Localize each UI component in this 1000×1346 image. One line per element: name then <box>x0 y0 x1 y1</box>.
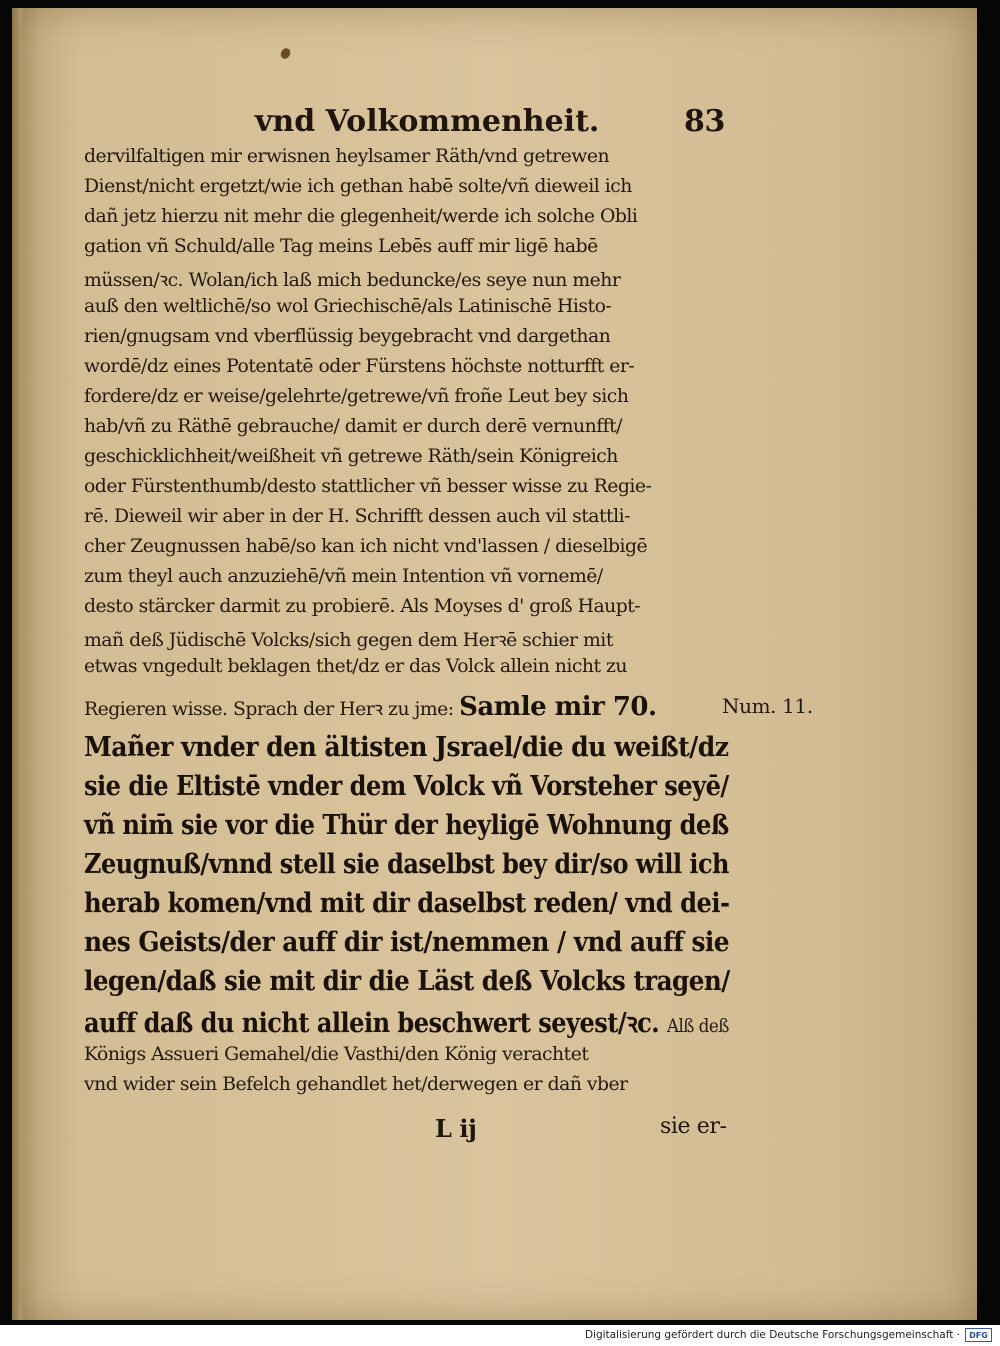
text-line: mañ deß Jüdischē Volcks/sich gegen dem Herꝛē schier mit <box>84 630 613 651</box>
text-line: auß den weltlichē/so wol Griechischē/als Latinischē Histo- <box>84 296 612 317</box>
text-line: vnd wider sein Befelch gehandlet het/derwegen er dañ vber <box>84 1074 628 1095</box>
margin-note: Num. 11. <box>722 694 813 718</box>
text-line: cher Zeugnussen habē/so kan ich nicht vnd'lassen / dieselbigē <box>84 536 648 557</box>
text-line-large: sie die Eltistē vnder dem Volck vñ Vorsteher seyē/ <box>84 770 729 802</box>
text-run-small: Alß deß <box>666 1015 729 1037</box>
text-line: müssen/ꝛc. Wolan/ich laß mich beduncke/es seye nun mehr <box>84 270 621 291</box>
dfg-logo: DFG <box>965 1328 992 1342</box>
running-head: vnd Volkommenheit. <box>255 104 600 139</box>
text-line: geschicklichheit/weißheit vñ getrewe Räth/sein Königreich <box>84 446 618 467</box>
text-line-mixed <box>84 692 657 722</box>
text-line: gation vñ Schuld/alle Tag meins Lebēs auff mir ligē habē <box>84 236 598 257</box>
text-run-large: auff daß du nicht allein beschwert seyest/ꝛc. <box>84 1007 660 1039</box>
page-number: 83 <box>684 104 725 139</box>
page-gutter-edge <box>12 8 22 1320</box>
text-line-large: legen/daß sie mit dir die Läst deß Volcks tragen/ <box>84 965 730 997</box>
text-run-large: Samle mir 70. <box>459 692 657 722</box>
text-line: dañ jetz hierzu nit mehr die glegenheit/werde ich solche Obli <box>84 206 638 227</box>
text-line: wordē/dz eines Potentatē oder Fürstens höchste notturfft er- <box>84 356 635 377</box>
text-line: hab/vñ zu Räthē gebrauche/ damit er durch derē vernunfft/ <box>84 416 623 437</box>
text-line: rien/gnugsam vnd vberflüssig beygebracht vnd dargethan <box>84 326 611 347</box>
text-line: dervilfaltigen mir erwisnen heylsamer Räth/vnd getrewen <box>84 146 610 167</box>
text-line-mixed <box>84 1004 729 1041</box>
signature-mark: L ij <box>435 1114 477 1143</box>
text-line-large: Zeugnuß/vnnd stell sie daselbst bey dir/so will ich <box>84 848 729 880</box>
text-line-large: vñ nim̄ sie vor die Thür der heyligē Wohnung deß <box>84 809 729 841</box>
catchword: sie er- <box>660 1114 727 1139</box>
text-line-large: Mañer vnder den ältisten Jsrael/die du weißt/dz <box>84 731 729 763</box>
text-line: rē. Dieweil wir aber in der H. Schrifft dessen auch vil stattli- <box>84 506 630 527</box>
text-line: fordere/dz er weise/gelehrte/getrewe/vñ froñe Leut bey sich <box>84 386 629 407</box>
text-line-large: nes Geists/der auff dir ist/nemmen / vnd auff sie <box>84 926 730 958</box>
text-line: desto stärcker darmit zu probierē. Als Moyses d' groß Haupt- <box>84 596 641 617</box>
text-line: zum theyl auch anzuziehē/vñ mein Intention vñ vornemē/ <box>84 566 603 587</box>
text-line: Königs Assueri Gemahel/die Vasthi/den König verachtet <box>84 1044 589 1065</box>
text-line-large: herab komen/vnd mit dir daselbst reden/ vnd dei- <box>84 887 730 919</box>
text-line: Dienst/nicht ergetzt/wie ich gethan habē solte/vñ dieweil ich <box>84 176 632 197</box>
text-line: etwas vngedult beklagen thet/dz er das Volck allein nicht zu <box>84 656 628 677</box>
funding-credit: Digitalisierung gefördert durch die Deutsche Forschungsgemeinschaft · <box>584 1329 960 1341</box>
text-line: oder Fürstenthumb/desto stattlicher vñ besser wisse zu Regie- <box>84 476 652 497</box>
text-run-small: Regieren wisse. Sprach der Herꝛ zu jme: <box>84 699 454 720</box>
